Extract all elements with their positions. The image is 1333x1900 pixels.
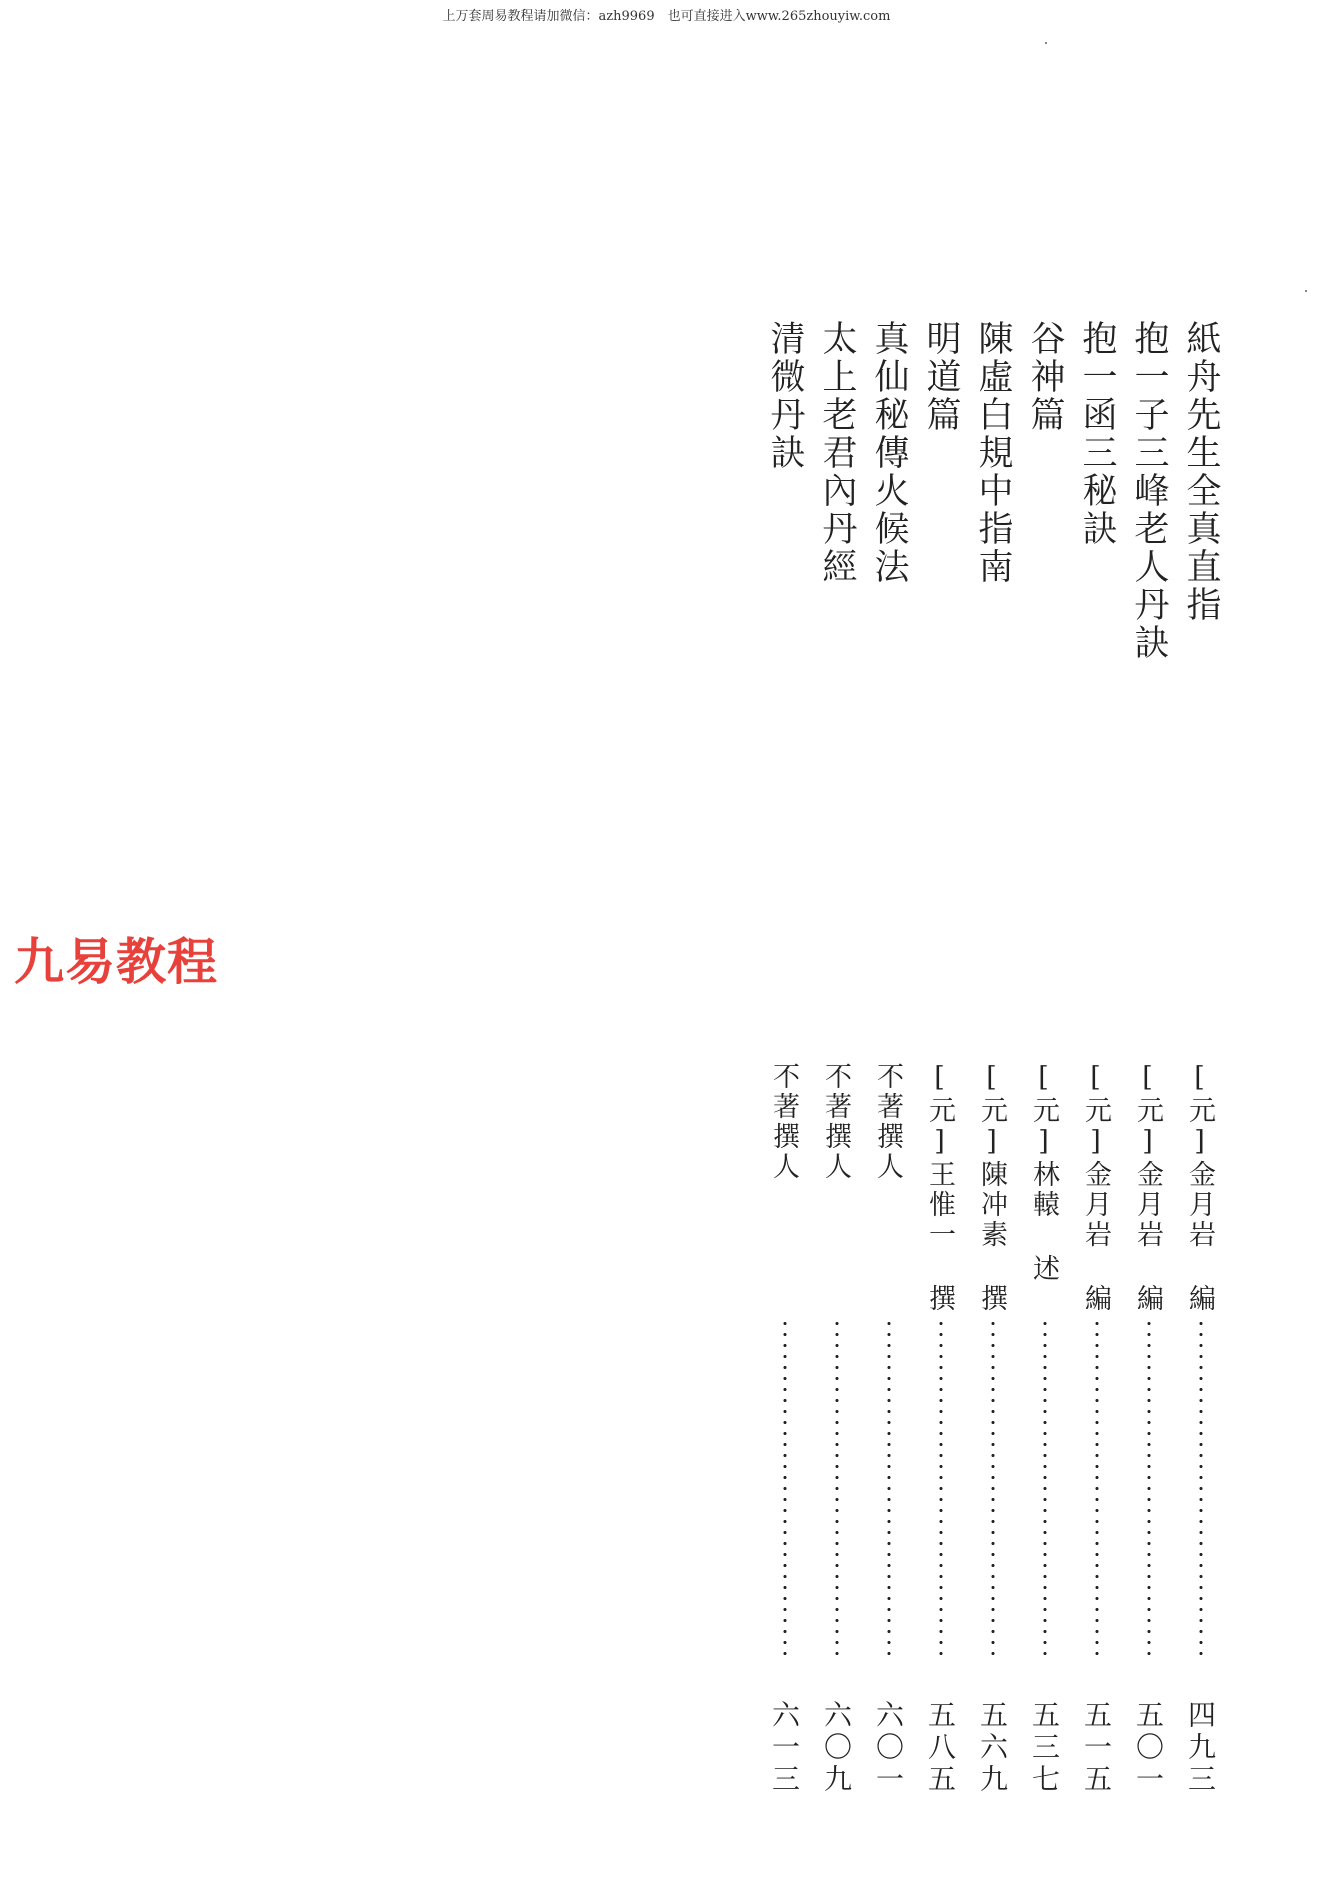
page-header-note: 上万套周易教程请加微信：azh9969 也可直接进入www.265zhouyiw.com bbox=[442, 9, 891, 24]
toc-page-number: 四九三 bbox=[1184, 1700, 1217, 1796]
dot-leader bbox=[887, 1318, 891, 1656]
dot-leader bbox=[939, 1318, 943, 1656]
dot-leader bbox=[991, 1318, 995, 1656]
toc-title: 陳虛白規中指南 bbox=[973, 320, 1013, 586]
scan-speck bbox=[1045, 42, 1047, 44]
toc-author: [元]王惟一 撰 bbox=[924, 1062, 955, 1314]
dot-leader bbox=[783, 1318, 787, 1656]
toc-page-number: 五三七 bbox=[1028, 1700, 1061, 1796]
dot-leader bbox=[1043, 1318, 1047, 1656]
toc-author: [元]林轅 述 bbox=[1028, 1062, 1059, 1284]
toc-title: 太上老君內丹經 bbox=[817, 320, 857, 586]
toc-page-number: 五〇一 bbox=[1132, 1700, 1165, 1796]
scan-speck bbox=[1305, 290, 1307, 292]
dot-leader bbox=[1199, 1318, 1203, 1656]
toc-author: [元]金月岩 編 bbox=[1184, 1062, 1215, 1314]
dot-leader bbox=[1095, 1318, 1099, 1656]
toc-page-number: 六〇九 bbox=[820, 1700, 853, 1796]
toc-author: 不著撰人 bbox=[768, 1062, 799, 1182]
toc-author: [元]金月岩 編 bbox=[1132, 1062, 1163, 1314]
toc-author: [元]陳冲素 撰 bbox=[976, 1062, 1007, 1314]
toc-page-number: 五八五 bbox=[924, 1700, 957, 1796]
toc-page-number: 六一三 bbox=[768, 1700, 801, 1796]
toc-author: [元]金月岩 編 bbox=[1080, 1062, 1111, 1314]
toc-title: 清微丹訣 bbox=[765, 320, 805, 472]
watermark-logo: 九易教程 bbox=[14, 933, 218, 991]
toc-title: 紙舟先生全真直指 bbox=[1181, 320, 1221, 624]
dot-leader bbox=[1147, 1318, 1151, 1656]
dot-leader bbox=[835, 1318, 839, 1656]
toc-title: 抱一子三峰老人丹訣 bbox=[1129, 320, 1169, 662]
toc-title: 真仙秘傳火候法 bbox=[869, 320, 909, 586]
toc-title: 谷神篇 bbox=[1025, 320, 1065, 434]
toc-title: 抱一函三秘訣 bbox=[1077, 320, 1117, 548]
toc-page-number: 五六九 bbox=[976, 1700, 1009, 1796]
toc-author: 不著撰人 bbox=[820, 1062, 851, 1182]
toc-author: 不著撰人 bbox=[872, 1062, 903, 1182]
toc-page-number: 六〇一 bbox=[872, 1700, 905, 1796]
toc-title: 明道篇 bbox=[921, 320, 961, 434]
toc-page-number: 五一五 bbox=[1080, 1700, 1113, 1796]
